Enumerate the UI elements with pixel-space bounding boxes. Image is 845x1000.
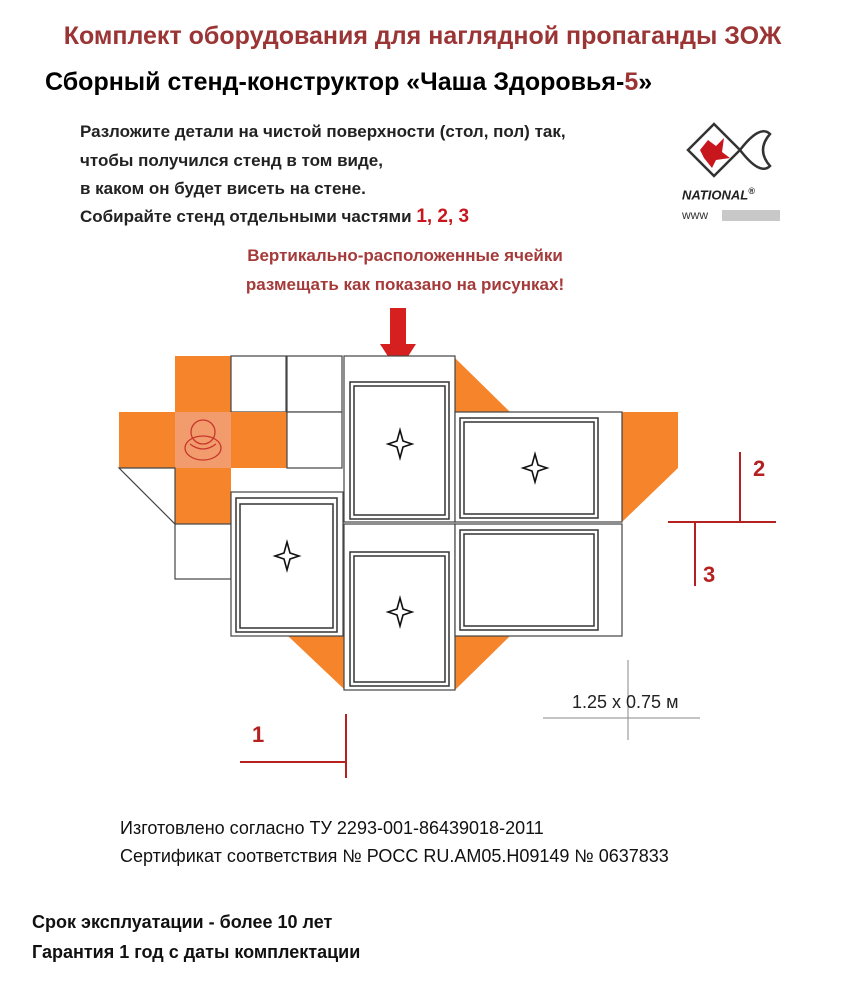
- corner-triangle: [288, 636, 345, 690]
- instruction-line-2: чтобы получился стенд в том виде,: [80, 151, 383, 170]
- corner-triangle: [455, 358, 510, 412]
- cell-white: [231, 356, 286, 412]
- subtitle-prefix: Сборный стенд-конструктор «Чаша Здоровья-: [45, 68, 625, 96]
- service-life: Срок эксплуатации - более 10 лет: [32, 912, 333, 932]
- cell-white: [175, 524, 231, 579]
- corner-triangle: [119, 468, 175, 524]
- subtitle-suffix: »: [638, 68, 653, 96]
- instruction-line-1: Разложите детали на чистой поверхности (стол, пол) так,: [80, 122, 566, 141]
- warning-line-1: Вертикально-расположенные ячейки: [247, 246, 563, 265]
- logo-brand: NATIONAL®: [682, 186, 755, 203]
- cell-orange: [231, 412, 287, 468]
- cell-orange: [175, 356, 231, 412]
- certification-line-2: Сертификат соответствия № РОСС RU.АМ05.Н09149 № 0637833: [120, 846, 669, 866]
- part-label-3: 3: [703, 562, 716, 587]
- cell-orange: [175, 468, 231, 524]
- part-label-1: 1: [252, 722, 265, 747]
- dimension-label: 1.25 x 0.75 м: [572, 692, 679, 712]
- instruction-line-3: в каком он будет висеть на стене.: [80, 179, 366, 198]
- subtitle-number: 5: [624, 68, 639, 96]
- cell-white: [287, 356, 342, 412]
- instruction-assemble-text: Собирайте стенд отдельными частями: [80, 207, 412, 226]
- warning-line-2: размещать как показано на рисунках!: [245, 275, 565, 294]
- warranty: Гарантия 1 год с даты комплектации: [32, 942, 361, 962]
- corner-triangle: [455, 636, 510, 690]
- instruction-parts: 1, 2, 3: [416, 206, 470, 227]
- cell-orange: [119, 412, 175, 468]
- cell-orange: [622, 412, 678, 468]
- certification-line-1: Изготовлено согласно ТУ 2293-001-86439018-2011: [120, 818, 544, 838]
- logo-www: www: [682, 208, 708, 222]
- cell-white: [287, 412, 342, 468]
- part-label-2: 2: [753, 456, 766, 481]
- page-title: Комплект оборудования для наглядной пропаганды ЗОЖ: [63, 22, 782, 50]
- logo-reg: ®: [748, 186, 755, 196]
- corner-triangle: [622, 468, 678, 522]
